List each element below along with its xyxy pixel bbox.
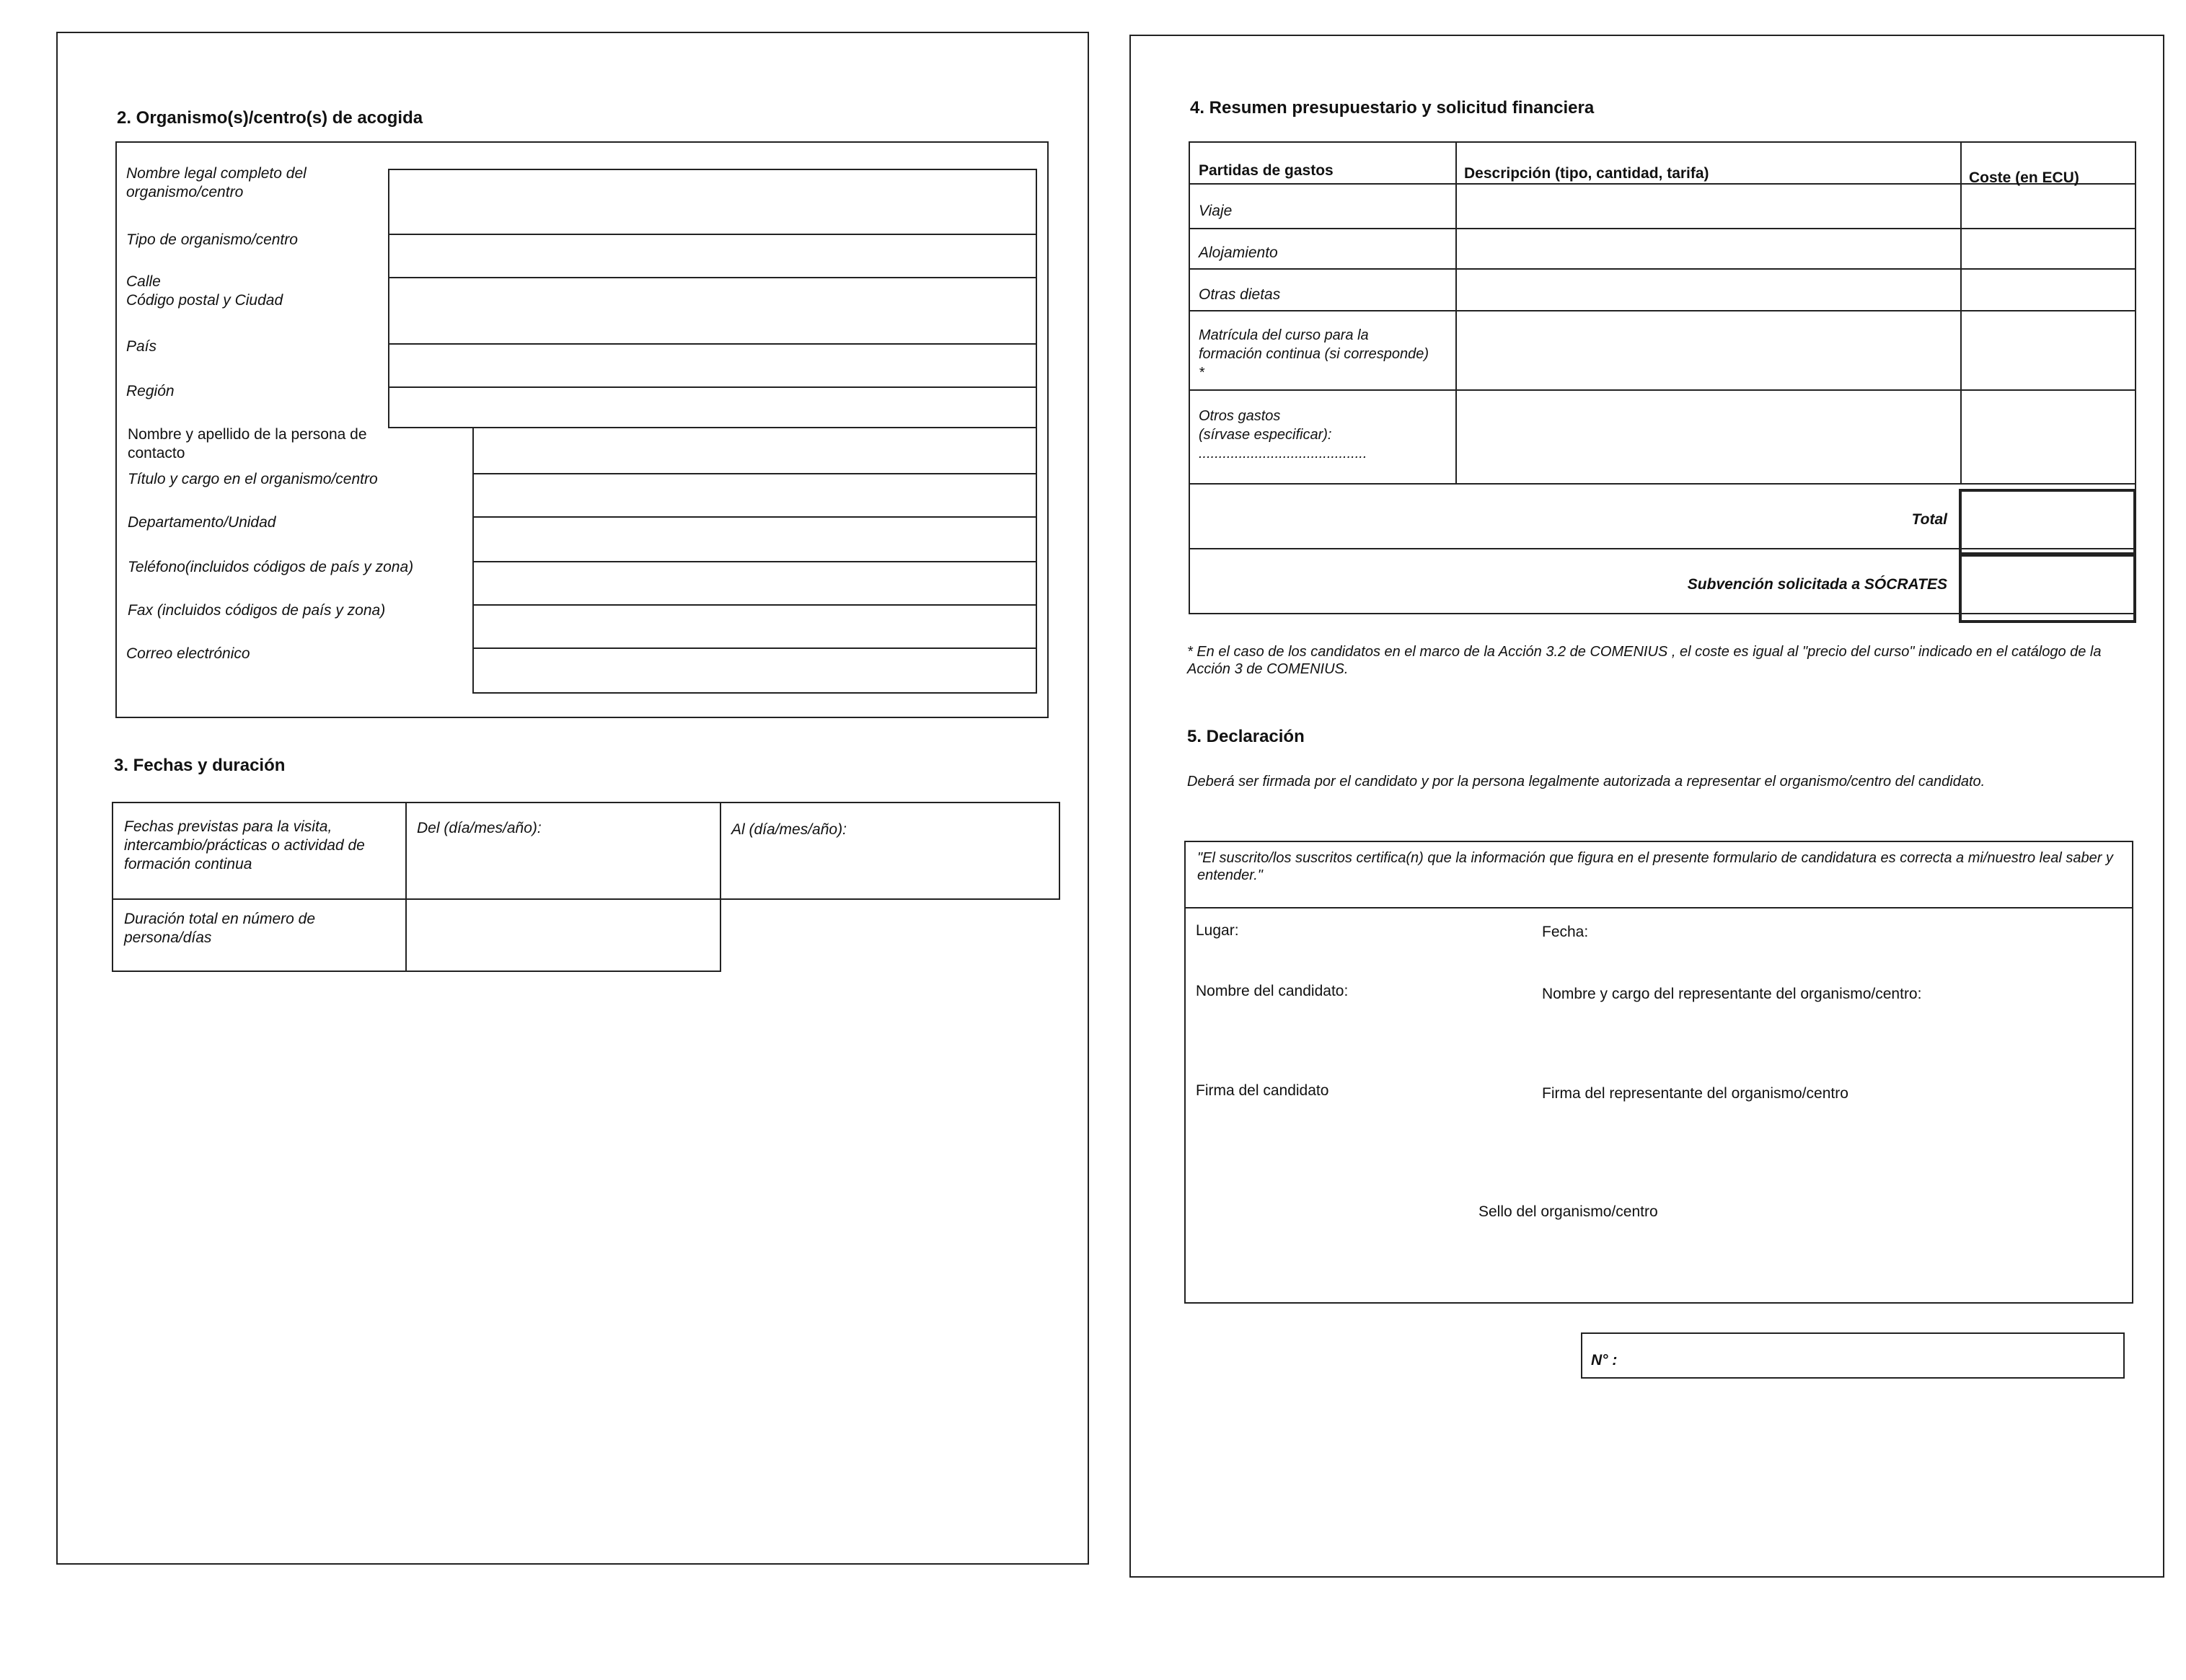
- budget-row-accommodation: Alojamiento: [1199, 244, 1278, 261]
- input-field-email[interactable]: [472, 647, 1037, 694]
- input-field-region[interactable]: [388, 386, 1037, 428]
- total-label: Total: [1911, 511, 1947, 528]
- input-field-country[interactable]: [388, 343, 1037, 388]
- budget-line-3: [1189, 310, 2136, 311]
- budget-row-travel: Viaje: [1199, 203, 1233, 219]
- budget-row-other-allowances: Otras dietas: [1199, 286, 1281, 303]
- budget-col-divider-2: [1960, 141, 1962, 483]
- seal-label[interactable]: Sello del organismo/centro: [1478, 1203, 1658, 1220]
- field-label-phone: Teléfono(incluidos códigos de país y zona): [128, 559, 414, 575]
- budget-header-description: Descripción (tipo, cantidad, tarifa): [1464, 165, 1709, 182]
- budget-line-2: [1189, 268, 2136, 270]
- declaration-divider: [1184, 907, 2133, 908]
- duration-input[interactable]: [408, 901, 717, 969]
- budget-col-divider-1: [1455, 141, 1457, 483]
- budget-header-items: Partidas de gastos: [1199, 162, 1334, 179]
- input-field-phone[interactable]: [472, 561, 1037, 606]
- section3-title: 3. Fechas y duración: [114, 756, 286, 775]
- place-label[interactable]: Lugar:: [1196, 922, 1239, 939]
- declaration-statement: "El suscrito/los suscritos certifica(n) que la información que figura en el presente formulario de candidatura es correcta a mi/nuestro leal saber y entender.": [1197, 850, 2113, 883]
- input-field-legal-name[interactable]: [388, 169, 1037, 235]
- dates-planned-label: Fechas previstas para la visita, intercambio/prácticas o actividad de formación continua: [124, 818, 365, 872]
- input-field-department[interactable]: [472, 516, 1037, 562]
- budget-header-cost: Coste (en ECU): [1969, 169, 2079, 186]
- subsidy-cost-input[interactable]: [1959, 554, 2136, 623]
- date-label[interactable]: Fecha:: [1542, 924, 1589, 940]
- field-label-title-position: Título y cargo en el organismo/centro: [128, 471, 378, 487]
- date-from-label[interactable]: Del (día/mes/año):: [417, 820, 542, 836]
- section2-title: 2. Organismo(s)/centro(s) de acogida: [117, 108, 423, 128]
- representative-signature-label[interactable]: Firma del representante del organismo/centro: [1542, 1085, 1848, 1102]
- declaration-box: [1184, 841, 2133, 1304]
- date-to-label[interactable]: Al (día/mes/año):: [731, 821, 847, 838]
- subsidy-label: Subvención solicitada a SÓCRATES: [1687, 576, 1947, 593]
- total-cost-input[interactable]: [1959, 489, 2136, 555]
- budget-line-5: [1189, 483, 2136, 485]
- field-label-street-city: Calle Código postal y Ciudad: [126, 273, 283, 309]
- duration-label: Duración total en número de persona/días: [124, 911, 315, 946]
- field-label-department: Departamento/Unidad: [128, 514, 276, 531]
- field-label-legal-name: Nombre legal completo del organismo/centro: [126, 165, 307, 200]
- section4-title: 4. Resumen presupuestario y solicitud financiera: [1190, 98, 1595, 118]
- declaration-intro: Deberá ser firmada por el candidato y por la persona legalmente autorizada a representar el organismo/centro del candidato.: [1187, 774, 1986, 790]
- budget-row-course-fee: Matrícula del curso para la formación continua (si corresponde) *: [1199, 327, 1429, 381]
- input-field-fax[interactable]: [472, 604, 1037, 649]
- representative-name-label[interactable]: Nombre y cargo del representante del organismo/centro:: [1542, 986, 1922, 1002]
- candidate-signature-label[interactable]: Firma del candidato: [1196, 1082, 1329, 1099]
- budget-line-4: [1189, 389, 2136, 391]
- field-label-email: Correo electrónico: [126, 645, 250, 662]
- input-field-street-city[interactable]: [388, 277, 1037, 345]
- section5-title: 5. Declaración: [1187, 727, 1305, 746]
- input-field-org-type[interactable]: [388, 234, 1037, 278]
- field-label-contact-person: Nombre y apellido de la persona de contacto: [128, 426, 367, 461]
- candidate-name-label[interactable]: Nombre del candidato:: [1196, 983, 1349, 999]
- budget-line-1: [1189, 228, 2136, 229]
- budget-row-other-costs: Otros gastos (sírvase especificar): ..........................................: [1199, 408, 1367, 461]
- input-field-title-position[interactable]: [472, 473, 1037, 518]
- reference-number-label: N° :: [1591, 1352, 1618, 1369]
- field-label-org-type: Tipo de organismo/centro: [126, 231, 298, 248]
- budget-footnote: * En el caso de los candidatos en el marco de la Acción 3.2 de COMENIUS , el coste es igual al "precio del curso" indicado en el catálogo de la Acción 3 de COMENIUS.: [1187, 644, 2102, 677]
- field-label-country: País: [126, 338, 157, 355]
- field-label-fax: Fax (incluidos códigos de país y zona): [128, 602, 386, 619]
- reference-number-box[interactable]: [1581, 1332, 2125, 1379]
- field-label-region: Región: [126, 383, 175, 399]
- input-field-contact-person[interactable]: [472, 427, 1037, 474]
